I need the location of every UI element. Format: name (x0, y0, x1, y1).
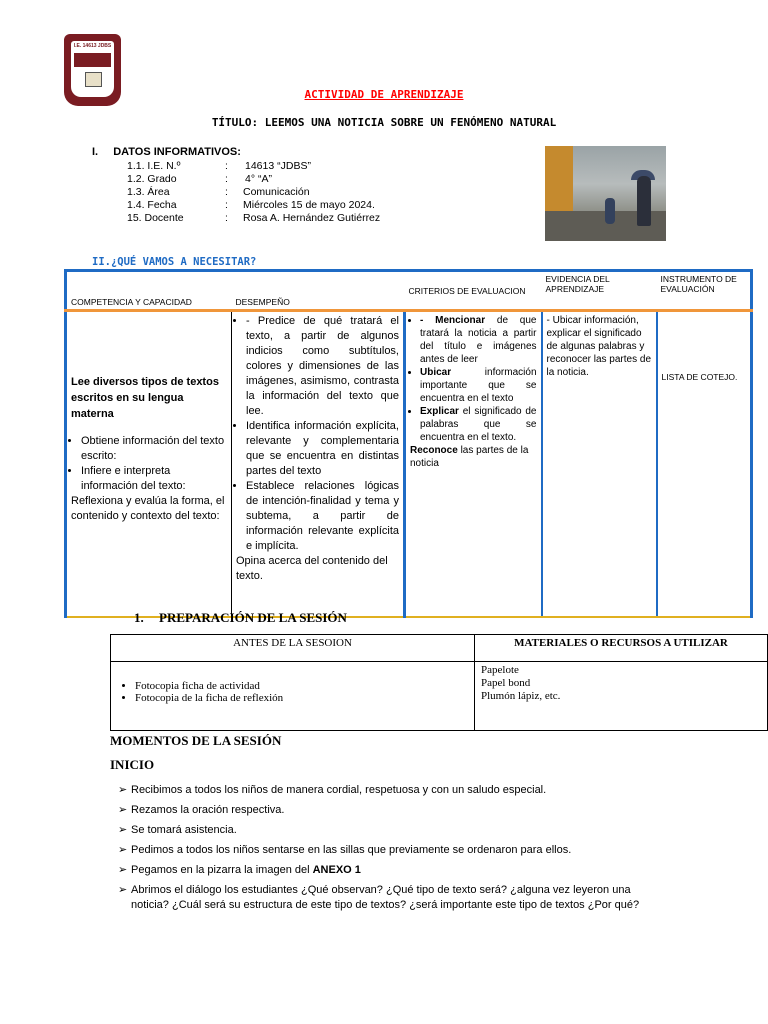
table-row (111, 662, 768, 731)
arrow-bullet-icon: ➢ (118, 864, 128, 876)
list-item (420, 314, 537, 366)
logo-text: I.E. 14613 JDBS (73, 43, 112, 49)
inicio-title: INICIO (110, 757, 155, 772)
datos-value: 4° “A” (245, 173, 272, 185)
list-item: • Establece relaciones lógicas de intención-finalidad y tema y subtema, a partir de información relevante explícita e implícita. (246, 479, 399, 554)
step-text: Pedimos a todos los niños sentarse en las sillas que previamente se ordenaron para ellos. (131, 844, 572, 856)
cell-desempeno (232, 311, 405, 618)
header-desempeno: DESEMPEÑO (232, 271, 405, 311)
momentos-title: MOMENTOS DE LA SESIÓN (110, 733, 282, 748)
preparacion-num: 1. (134, 610, 144, 625)
datos-sep: : (225, 173, 228, 185)
prep-antes-cell (111, 662, 475, 731)
criterio-extra-bold: Reconoce (410, 445, 458, 456)
rain-photo (545, 146, 666, 241)
arrow-bullet-icon: ➢ (118, 784, 128, 796)
arrow-bullet-icon: ➢ (118, 884, 128, 896)
criterio-bold: Ubicar (420, 367, 452, 378)
prep-header-antes: ANTES DE LA SESOION (111, 635, 475, 662)
list-item (420, 366, 537, 405)
step-text: Recibimos a todos los niños de manera cordial, respetuosa y con un saludo especial. (131, 784, 547, 796)
list-item: Plumón lápiz, etc. (481, 690, 561, 702)
criterio-bold: Explicar (420, 406, 459, 417)
step-text: Rezamos la oración respectiva. (131, 804, 285, 816)
header-instrumento: INSTRUMENTO DE EVALUACIÓN (657, 271, 752, 311)
list-item (118, 803, 658, 818)
list-item: Papel bond (481, 677, 531, 689)
list-item (118, 843, 658, 858)
instrumento-text: LISTA DE COTEJO. (661, 372, 738, 382)
preparacion-text: PREPARACIÓN DE LA SESIÓN (159, 610, 347, 625)
datos-label: 1.3. Área (127, 186, 170, 198)
header-criterios: CRITERIOS DE EVALUACION (405, 271, 542, 311)
datos-label: 1.2. Grado (127, 173, 177, 185)
table-row (111, 635, 768, 662)
list-item: • Infiere e interpreta información del texto: (81, 464, 227, 494)
arrow-bullet-icon: ➢ (118, 824, 128, 836)
preparacion-table (110, 634, 768, 731)
step-text: Se tomará asistencia. (131, 824, 237, 836)
step-text: Pegamos en la pizarra la imagen del (131, 864, 313, 876)
list-item (118, 863, 658, 878)
datos-value: Rosa A. Hernández Gutiérrez (243, 212, 381, 224)
list-item: • Identifica información explícita, relevante y complementaria que se encuentra en distintas partes del texto (246, 419, 399, 479)
datos-sep: : (225, 212, 228, 224)
datos-sep: : (225, 186, 228, 198)
section-2-title: II.¿QUÉ VAMOS A NECESITAR? (92, 256, 257, 268)
datos-label: 1.1. I.E. N.º (127, 160, 181, 172)
table-header-row (66, 271, 752, 311)
header-competencia: COMPETENCIA Y CAPACIDAD (66, 271, 232, 311)
arrow-bullet-icon: ➢ (118, 804, 128, 816)
book-icon (85, 72, 102, 87)
list-item (118, 823, 658, 838)
criterio-extra-text: las partes de la noticia (410, 445, 529, 469)
step-bold: ANEXO 1 (312, 864, 361, 876)
list-item: • Obtiene información del texto escrito: (81, 434, 227, 464)
datos-heading-num: I. (92, 146, 99, 158)
cell-evidencia: - Ubicar información, explicar el significado de algunas palabras y reconocer las partes de la noticia. (542, 311, 657, 618)
competencias-table (64, 269, 753, 618)
cell-instrumento (657, 311, 752, 618)
criterio-text: el significado de palabras que se encuentra en el texto. (420, 406, 537, 443)
datos-heading-text: DATOS INFORMATIVOS: (113, 146, 241, 158)
prep-header-materiales: MATERIALES O RECURSOS A UTILIZAR (475, 635, 768, 662)
arrow-bullet-icon: ➢ (118, 844, 128, 856)
list-item (118, 883, 658, 913)
list-item: • Fotocopia de la ficha de reflexión (135, 692, 468, 704)
criterio-extra (410, 444, 537, 470)
list-item: • - Predice de qué tratará el texto, a partir de algunos indicios como subtítulos, colores y dimensiones de las imágenes, asimismo, contrasta la información del texto que lee. (246, 314, 399, 419)
cell-competencia (66, 311, 232, 618)
list-item (420, 405, 537, 444)
criterio-bold: - Mencionar (420, 315, 486, 326)
list-item (118, 783, 658, 798)
activity-heading: ACTIVIDAD DE APRENDIZAJE (304, 88, 464, 101)
steps-list (118, 783, 658, 918)
activity-title: TÍTULO: LEEMOS UNA NOTICIA SOBRE UN FENÓMENO NATURAL (211, 116, 557, 129)
criterio-text: información importante que se encuentra en el texto (420, 367, 537, 404)
datos-heading (92, 146, 241, 158)
header-evidencia: EVIDENCIA DEL APRENDIZAJE (542, 271, 657, 311)
list-item: • Fotocopia ficha de actividad (135, 680, 468, 692)
criterio-text: de que tratará la noticia a partir del título e imágenes antes de leer (420, 315, 537, 365)
cell-criterios (405, 311, 542, 618)
prep-materiales-cell (475, 662, 768, 731)
datos-label: 1.4. Fecha (127, 199, 177, 211)
datos-sep: : (225, 199, 228, 211)
competencia-extra: Reflexiona y evalúa la forma, el contenido y contexto del texto: (71, 495, 225, 522)
list-item: Papelote (481, 664, 519, 676)
datos-label: 15. Docente (127, 212, 184, 224)
preparacion-title (134, 610, 347, 626)
desempeno-extra: Opina acerca del contenido del texto. (236, 555, 388, 582)
competencia-title: Lee diversos tipos de textos escritos en su lengua materna (71, 376, 219, 420)
table-body-row (66, 311, 752, 618)
datos-value: Comunicación (243, 186, 310, 198)
step-text: Abrimos el diálogo los estudiantes ¿Qué observan? ¿Qué tipo de texto será? ¿alguna vez leyeron una noticia? ¿Cuál será su estructura de este tipo de textos? ¿será importante este tipo de textos ¿Por qué? (131, 884, 640, 911)
datos-value: Miércoles 15 de mayo 2024. (243, 199, 375, 211)
datos-value: 14613 “JDBS” (245, 160, 311, 172)
datos-sep: : (225, 160, 228, 172)
